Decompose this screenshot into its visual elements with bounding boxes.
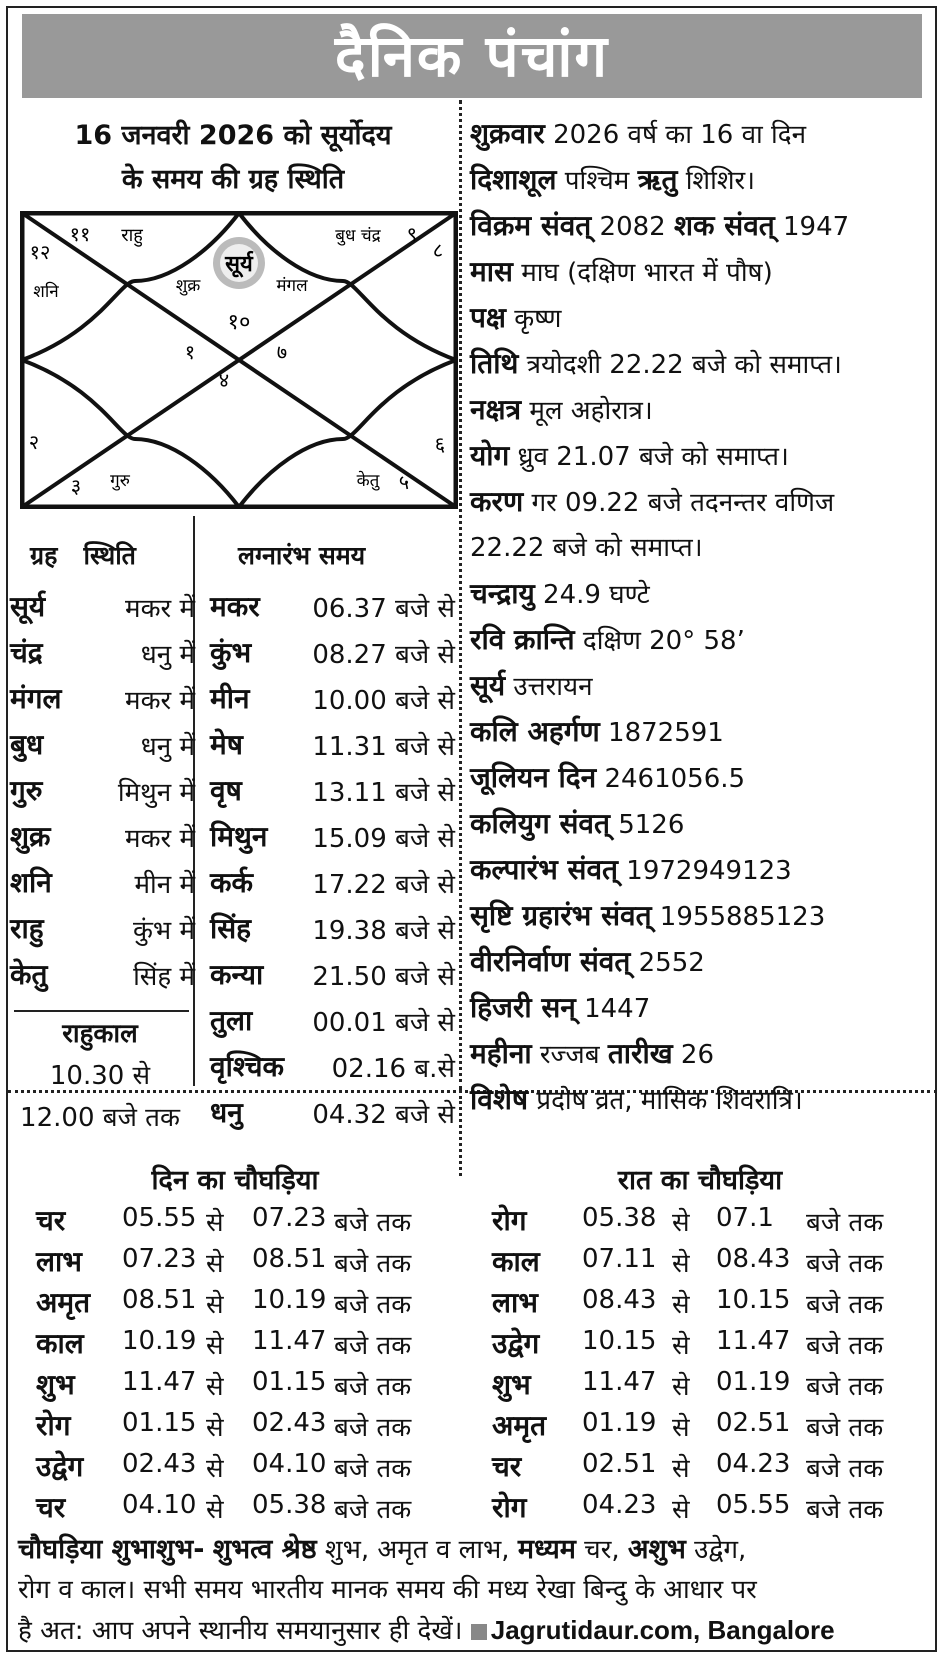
lagna-rashi: मिथुन (210, 820, 268, 853)
choghadiya-to: 04.10 (252, 1449, 327, 1479)
panchang-line (470, 1080, 940, 1126)
graha-position: मकर में (125, 594, 195, 624)
footer-madhyam: मध्यम (517, 1534, 576, 1565)
footer-line1 (18, 1530, 933, 1570)
choghadiya-from: 10.15 (582, 1326, 657, 1356)
lagna-rashi: कुंभ (210, 636, 252, 669)
choghadiya-from: 04.10 (122, 1490, 197, 1520)
choghadiya-from: 07.23 (122, 1244, 197, 1274)
day-choghadiya-row (36, 1404, 476, 1445)
page-title: दैनिक पंचांग (22, 14, 922, 98)
choghadiya-tak: बजे तक (334, 1495, 412, 1525)
footer-shreshth-val: शुभ, अमृत व लाभ, (316, 1535, 518, 1565)
house-7: ७ (276, 340, 288, 364)
panchang-label: शुक्रवार (470, 117, 545, 150)
night-choghadiya-heading: रात का चौघड़िया (617, 1165, 783, 1196)
panchang-label: योग (470, 439, 510, 472)
panchang-line (470, 298, 940, 344)
panchang-label: दिशाशूल (470, 163, 557, 196)
lagna-time: 13.11 बजे से (312, 778, 455, 808)
choghadiya-se: से (206, 1331, 224, 1361)
choghadiya-name: अमृत (36, 1286, 91, 1319)
lagna-row (210, 813, 455, 857)
choghadiya-tak: बजे तक (334, 1454, 412, 1484)
choghadiya-name: अमृत (492, 1409, 547, 1442)
graha-row (10, 905, 195, 949)
footer-shreshth: शुभत्व श्रेष्ठ (212, 1534, 317, 1565)
panchang-value: शिशिर। (677, 166, 756, 196)
graha-header-sthiti: स्थिति (83, 541, 136, 570)
panchang-label: महीना (470, 1037, 532, 1070)
lagna-rashi: कन्या (210, 958, 264, 991)
choghadiya-name: उद्वेग (36, 1450, 84, 1483)
lagna-row (210, 859, 455, 903)
rahukaal-line2: 12.00 बजे तक (20, 1103, 180, 1133)
lagna-time: 21.50 बजे से (312, 962, 455, 992)
choghadiya-to: 11.47 (252, 1326, 327, 1356)
panchang-label: करण (470, 485, 524, 518)
panchang-value: 1955885123 (651, 902, 826, 932)
graha-name: शनि (10, 866, 52, 899)
house-9: ९ (406, 222, 418, 246)
choghadiya-to: 10.19 (252, 1285, 327, 1315)
choghadiya-se: से (672, 1249, 690, 1279)
lagna-time: 19.38 बजे से (312, 916, 455, 946)
choghadiya-name: लाभ (492, 1286, 538, 1319)
panchang-line (470, 942, 940, 988)
graha-name: केतु (10, 958, 48, 991)
choghadiya-from: 02.43 (122, 1449, 197, 1479)
panchang-value: रज्जब (531, 1040, 608, 1070)
panchang-value: 1972949123 (618, 856, 792, 886)
choghadiya-tak: बजे तक (806, 1454, 884, 1484)
footer-label: चौघड़िया शुभाशुभ- (18, 1534, 205, 1565)
panchang-label: जूलियन दिन (470, 761, 597, 794)
day-choghadiya-row (36, 1363, 476, 1404)
house-11: ११ (69, 222, 91, 246)
panchang-label: वीरनिर्वाण संवत् (470, 945, 631, 978)
choghadiya-name: काल (492, 1245, 540, 1278)
panchang-value: प्रदोष व्रत, मासिक शिवरात्रि। (528, 1086, 803, 1116)
choghadiya-from: 08.43 (582, 1285, 657, 1315)
house-2: २ (28, 430, 40, 454)
lagna-rashi: सिंह (210, 912, 252, 945)
graha-name: मंगल (10, 682, 62, 715)
panchang-line (470, 574, 940, 620)
choghadiya-se: से (206, 1290, 224, 1320)
kundali-shani: शनि (33, 282, 59, 302)
panchang-value: 24.9 घण्टे (534, 580, 650, 610)
graha-position: सिंह में (133, 962, 195, 992)
panchang-value: 2461056.5 (596, 764, 746, 794)
choghadiya-se: से (206, 1372, 224, 1402)
panchang-label: शक संवत् (673, 209, 775, 242)
day-choghadiya-heading: दिन का चौघड़िया (151, 1165, 319, 1196)
panchang-line (470, 206, 940, 252)
panchang-label: विशेष (470, 1083, 529, 1116)
day-choghadiya-row (36, 1486, 476, 1527)
choghadiya-tak: बजे तक (806, 1331, 884, 1361)
house-5: ५ (398, 470, 410, 494)
panchang-line (470, 804, 940, 850)
graha-row (10, 951, 195, 995)
panchang-line (470, 1034, 940, 1080)
lagna-row (210, 583, 455, 627)
panchang-value: 1947 (774, 212, 850, 242)
choghadiya-to: 02.43 (252, 1408, 327, 1438)
graha-name: चंद्र (10, 636, 43, 669)
choghadiya-from: 02.51 (582, 1449, 657, 1479)
choghadiya-from: 01.19 (582, 1408, 657, 1438)
choghadiya-se: से (672, 1413, 690, 1443)
graha-position: कुंभ में (132, 916, 195, 946)
choghadiya-name: रोग (492, 1491, 527, 1524)
choghadiya-name: लाभ (36, 1245, 82, 1278)
choghadiya-to: 07.23 (252, 1203, 327, 1233)
kundali-svg (20, 211, 458, 509)
lagna-rashi: वृष (210, 774, 242, 807)
graha-position: मकर में (125, 824, 195, 854)
choghadiya-se: से (672, 1331, 690, 1361)
kundali-ketu: केतु (356, 471, 380, 491)
choghadiya-tak: बजे तक (806, 1413, 884, 1443)
day-choghadiya-row (36, 1322, 476, 1363)
chart-heading-line2: के समय की ग्रह स्थिति (121, 164, 345, 195)
graha-position: धनु में (140, 640, 195, 670)
choghadiya-divider (459, 1096, 462, 1176)
graha-name: राहु (10, 912, 44, 945)
night-choghadiya-row (492, 1240, 932, 1281)
choghadiya-tak: बजे तक (334, 1372, 412, 1402)
panchang-line (470, 896, 940, 942)
panchang-value: 2082 (591, 212, 674, 242)
choghadiya-to: 01.15 (252, 1367, 327, 1397)
footer-note (18, 1530, 933, 1651)
choghadiya-se: से (206, 1208, 224, 1238)
graha-header-graha: ग्रह (30, 541, 58, 570)
day-choghadiya-row (36, 1199, 476, 1240)
graha-name: सूर्य (10, 590, 46, 623)
choghadiya-se: से (672, 1495, 690, 1525)
panchang-line (470, 850, 940, 896)
panchang-value: ध्रुव 21.07 बजे को समाप्त। (509, 442, 789, 472)
kundali-budh-chandra: बुध चंद्र (335, 226, 381, 246)
panchang-value: 1872591 (599, 718, 724, 748)
choghadiya-from: 11.47 (122, 1367, 197, 1397)
panchang-value: मूल अहोरात्र। (521, 396, 653, 426)
kundali-guru: गुरु (110, 471, 130, 491)
choghadiya-name: चर (36, 1491, 66, 1524)
panchang-value: माघ (दक्षिण भारत में पौष) (512, 258, 773, 288)
panchang-line (470, 758, 940, 804)
day-choghadiya-row (36, 1240, 476, 1281)
panchang-value: 2552 (630, 948, 705, 978)
chart-heading (18, 114, 448, 202)
panchang-label: तिथि (470, 347, 519, 380)
graha-position: धनु में (140, 732, 195, 762)
lagna-time: 06.37 बजे से (312, 594, 455, 624)
choghadiya-se: से (672, 1454, 690, 1484)
rahukaal-line1: 10.30 से (49, 1061, 151, 1091)
graha-name: शुक्र (10, 820, 51, 853)
lagna-row (210, 1089, 455, 1133)
night-choghadiya-row (492, 1486, 932, 1527)
lagna-rashi: धनु (210, 1096, 243, 1129)
footer-line3-text: है अत: आप अपने स्थानीय समयानुसार ही देखें। (18, 1616, 463, 1646)
choghadiya-name: शुभ (492, 1368, 531, 1401)
graha-row (10, 629, 195, 673)
lagna-time: 08.27 बजे से (312, 640, 455, 670)
lagna-rashi: मेष (210, 728, 243, 761)
choghadiya-from: 05.38 (582, 1203, 657, 1233)
panchang-label: सूर्य (470, 669, 506, 702)
panchang-label: विक्रम संवत् (470, 209, 592, 242)
kundali-shukra: शुक्र (175, 276, 201, 296)
house-8: ८ (432, 238, 444, 262)
panchang-line (470, 252, 940, 298)
panchang-value: गर 09.22 बजे तदनन्तर वणिज (523, 488, 835, 518)
panchang-label: पक्ष (470, 301, 506, 334)
choghadiya-from: 05.55 (122, 1203, 197, 1233)
choghadiya-tak: बजे तक (334, 1413, 412, 1443)
night-choghadiya-row (492, 1445, 932, 1486)
choghadiya-name: चर (36, 1204, 66, 1237)
lagna-row (210, 767, 455, 811)
panchang-line (470, 436, 940, 482)
choghadiya-name: रोग (36, 1409, 71, 1442)
lagna-time: 11.31 बजे से (312, 732, 455, 762)
panchang-label: नक्षत्र (470, 393, 522, 426)
graha-position: मिथुन में (117, 778, 195, 808)
night-choghadiya-row (492, 1322, 932, 1363)
choghadiya-from: 07.11 (582, 1244, 657, 1274)
panchang-label: चन्द्रायु (470, 577, 535, 610)
choghadiya-to: 04.23 (716, 1449, 791, 1479)
choghadiya-name: रोग (492, 1204, 527, 1237)
graha-row (10, 859, 195, 903)
panchang-label: हिजरी सन् (470, 991, 576, 1024)
lagna-row (210, 721, 455, 765)
choghadiya-to: 07.1 (716, 1203, 774, 1233)
choghadiya-from: 11.47 (582, 1367, 657, 1397)
panchang-line (470, 528, 940, 574)
panchang-line (470, 620, 940, 666)
choghadiya-se: से (206, 1495, 224, 1525)
choghadiya-to: 11.47 (716, 1326, 791, 1356)
choghadiya-to: 02.51 (716, 1408, 791, 1438)
square-bullet-icon (471, 1624, 487, 1640)
choghadiya-tak: बजे तक (334, 1290, 412, 1320)
choghadiya-from: 10.19 (122, 1326, 197, 1356)
panchang-label: ऋतु (637, 163, 678, 196)
rahukaal-box (10, 1013, 190, 1139)
panchang-line (470, 114, 940, 160)
choghadiya-se: से (672, 1372, 690, 1402)
lagna-header: लग्नारंभ समय (238, 541, 366, 570)
graha-position: मीन में (134, 870, 195, 900)
panchang-line (470, 712, 940, 758)
lagna-time: 17.22 बजे से (312, 870, 455, 900)
choghadiya-se: से (206, 1413, 224, 1443)
panchang-value: उत्तरायन (505, 672, 593, 702)
panchang-line (470, 482, 940, 528)
footer-ashubh-val: उद्वेग, (685, 1535, 747, 1565)
panchang-value: 5126 (609, 810, 685, 840)
panchang-value: त्रयोदशी 22.22 बजे को समाप्त। (518, 350, 842, 380)
choghadiya-tak: बजे तक (806, 1290, 884, 1320)
choghadiya-tak: बजे तक (334, 1249, 412, 1279)
panchang-line (470, 988, 940, 1034)
graha-position: मकर में (125, 686, 195, 716)
chart-heading-line1: 16 जनवरी 2026 को सूर्योदय (74, 120, 392, 151)
lagna-time: 02.16 ब.से (331, 1054, 455, 1084)
choghadiya-to: 05.55 (716, 1490, 791, 1520)
lagna-time: 10.00 बजे से (312, 686, 455, 716)
lagna-rashi: वृश्चिक (210, 1050, 285, 1083)
panchang-label: कलि अहर्गण (470, 715, 600, 748)
choghadiya-from: 01.15 (122, 1408, 197, 1438)
choghadiya-name: शुभ (36, 1368, 75, 1401)
footer-line3 (18, 1610, 933, 1651)
footer-ashubh: अशुभ (627, 1534, 686, 1565)
panchang-value: कृष्ण (505, 304, 562, 334)
footer-line2: रोग व काल। सभी समय भारतीय मानक समय की मध्य रेखा बिन्दु के आधार पर (18, 1575, 757, 1605)
house-10: १० (227, 310, 251, 335)
choghadiya-name: चर (492, 1450, 522, 1483)
panchang-label: मास (470, 255, 513, 288)
vertical-divider (459, 100, 462, 1090)
choghadiya-se: से (672, 1290, 690, 1320)
lagna-row (210, 997, 455, 1041)
house-6: ६ (434, 432, 446, 456)
choghadiya-tak: बजे तक (334, 1208, 412, 1238)
choghadiya-se: से (206, 1454, 224, 1484)
panchang-value: पश्चिम (556, 166, 638, 196)
lagna-rashi: मकर (210, 590, 260, 623)
lagna-rashi: मीन (210, 682, 250, 715)
panchang-value: 22.22 बजे को समाप्त। (470, 533, 703, 563)
kundali-rahu: राहु (121, 225, 143, 246)
lagna-time: 15.09 बजे से (312, 824, 455, 854)
choghadiya-from: 04.23 (582, 1490, 657, 1520)
panchang-label: कल्पारंभ संवत् (470, 853, 619, 886)
kundali-sun: सूर्य (225, 252, 253, 277)
footer-madhyam-val: चर, (575, 1535, 628, 1565)
night-choghadiya-row (492, 1404, 932, 1445)
choghadiya-tak: बजे तक (806, 1249, 884, 1279)
choghadiya-se: से (672, 1208, 690, 1238)
kundali-mangal: मंगल (276, 276, 308, 296)
choghadiya-to: 08.51 (252, 1244, 327, 1274)
rahukaal-heading: राहुकाल (62, 1019, 138, 1049)
footer-brand: Jagrutidaur.com, Bangalore (490, 1615, 835, 1645)
panchang-line (470, 344, 940, 390)
choghadiya-to: 08.43 (716, 1244, 791, 1274)
graha-row (10, 813, 195, 857)
night-choghadiya-row (492, 1363, 932, 1404)
house-4: ४ (218, 368, 230, 392)
graha-row (10, 767, 195, 811)
night-choghadiya-row (492, 1281, 932, 1322)
choghadiya-tak: बजे तक (806, 1208, 884, 1238)
graha-row (10, 583, 195, 627)
panchang-label: तारीख (607, 1037, 673, 1070)
graha-name: गुरु (10, 774, 43, 807)
day-choghadiya-row (36, 1445, 476, 1486)
rahukaal-divider (14, 1010, 189, 1012)
panchang-label: रवि क्रान्ति (470, 623, 575, 656)
panchang-value: 1447 (575, 994, 651, 1024)
panchang-line (470, 666, 940, 712)
choghadiya-to: 05.38 (252, 1490, 327, 1520)
graha-header (30, 538, 136, 572)
choghadiya-name: काल (36, 1327, 84, 1360)
lagna-row (210, 629, 455, 673)
panchang-value: दक्षिण 20° 58’ (574, 626, 745, 656)
choghadiya-tak: बजे तक (806, 1495, 884, 1525)
choghadiya-tak: बजे तक (806, 1372, 884, 1402)
choghadiya-from: 08.51 (122, 1285, 197, 1315)
panchang-line (470, 390, 940, 436)
graha-row (10, 721, 195, 765)
kundali-chart (20, 211, 458, 509)
choghadiya-to: 10.15 (716, 1285, 791, 1315)
lagna-time: 00.01 बजे से (312, 1008, 455, 1038)
choghadiya-to: 01.19 (716, 1367, 791, 1397)
graha-row (10, 675, 195, 719)
panchang-line (470, 160, 940, 206)
panchang-label: कलियुग संवत् (470, 807, 610, 840)
lagna-rashi: तुला (210, 1004, 253, 1037)
day-choghadiya-row (36, 1281, 476, 1322)
lagna-time: 04.32 बजे से (312, 1100, 455, 1130)
choghadiya-se: से (206, 1249, 224, 1279)
panchang-value: 2026 वर्ष का 16 वा दिन (544, 120, 807, 150)
panchang-label: सृष्टि ग्रहारंभ संवत् (470, 899, 652, 932)
choghadiya-tak: बजे तक (334, 1331, 412, 1361)
lagna-row (210, 675, 455, 719)
lagna-row (210, 1043, 455, 1087)
choghadiya-name: उद्वेग (492, 1327, 540, 1360)
lagna-rashi: कर्क (210, 866, 254, 899)
lagna-row (210, 905, 455, 949)
night-choghadiya-row (492, 1199, 932, 1240)
graha-name: बुध (10, 728, 44, 761)
house-12: १२ (29, 240, 51, 264)
lagna-row (210, 951, 455, 995)
house-1: १ (184, 340, 196, 364)
panchang-value: 26 (672, 1040, 715, 1070)
house-3: ३ (70, 474, 82, 498)
